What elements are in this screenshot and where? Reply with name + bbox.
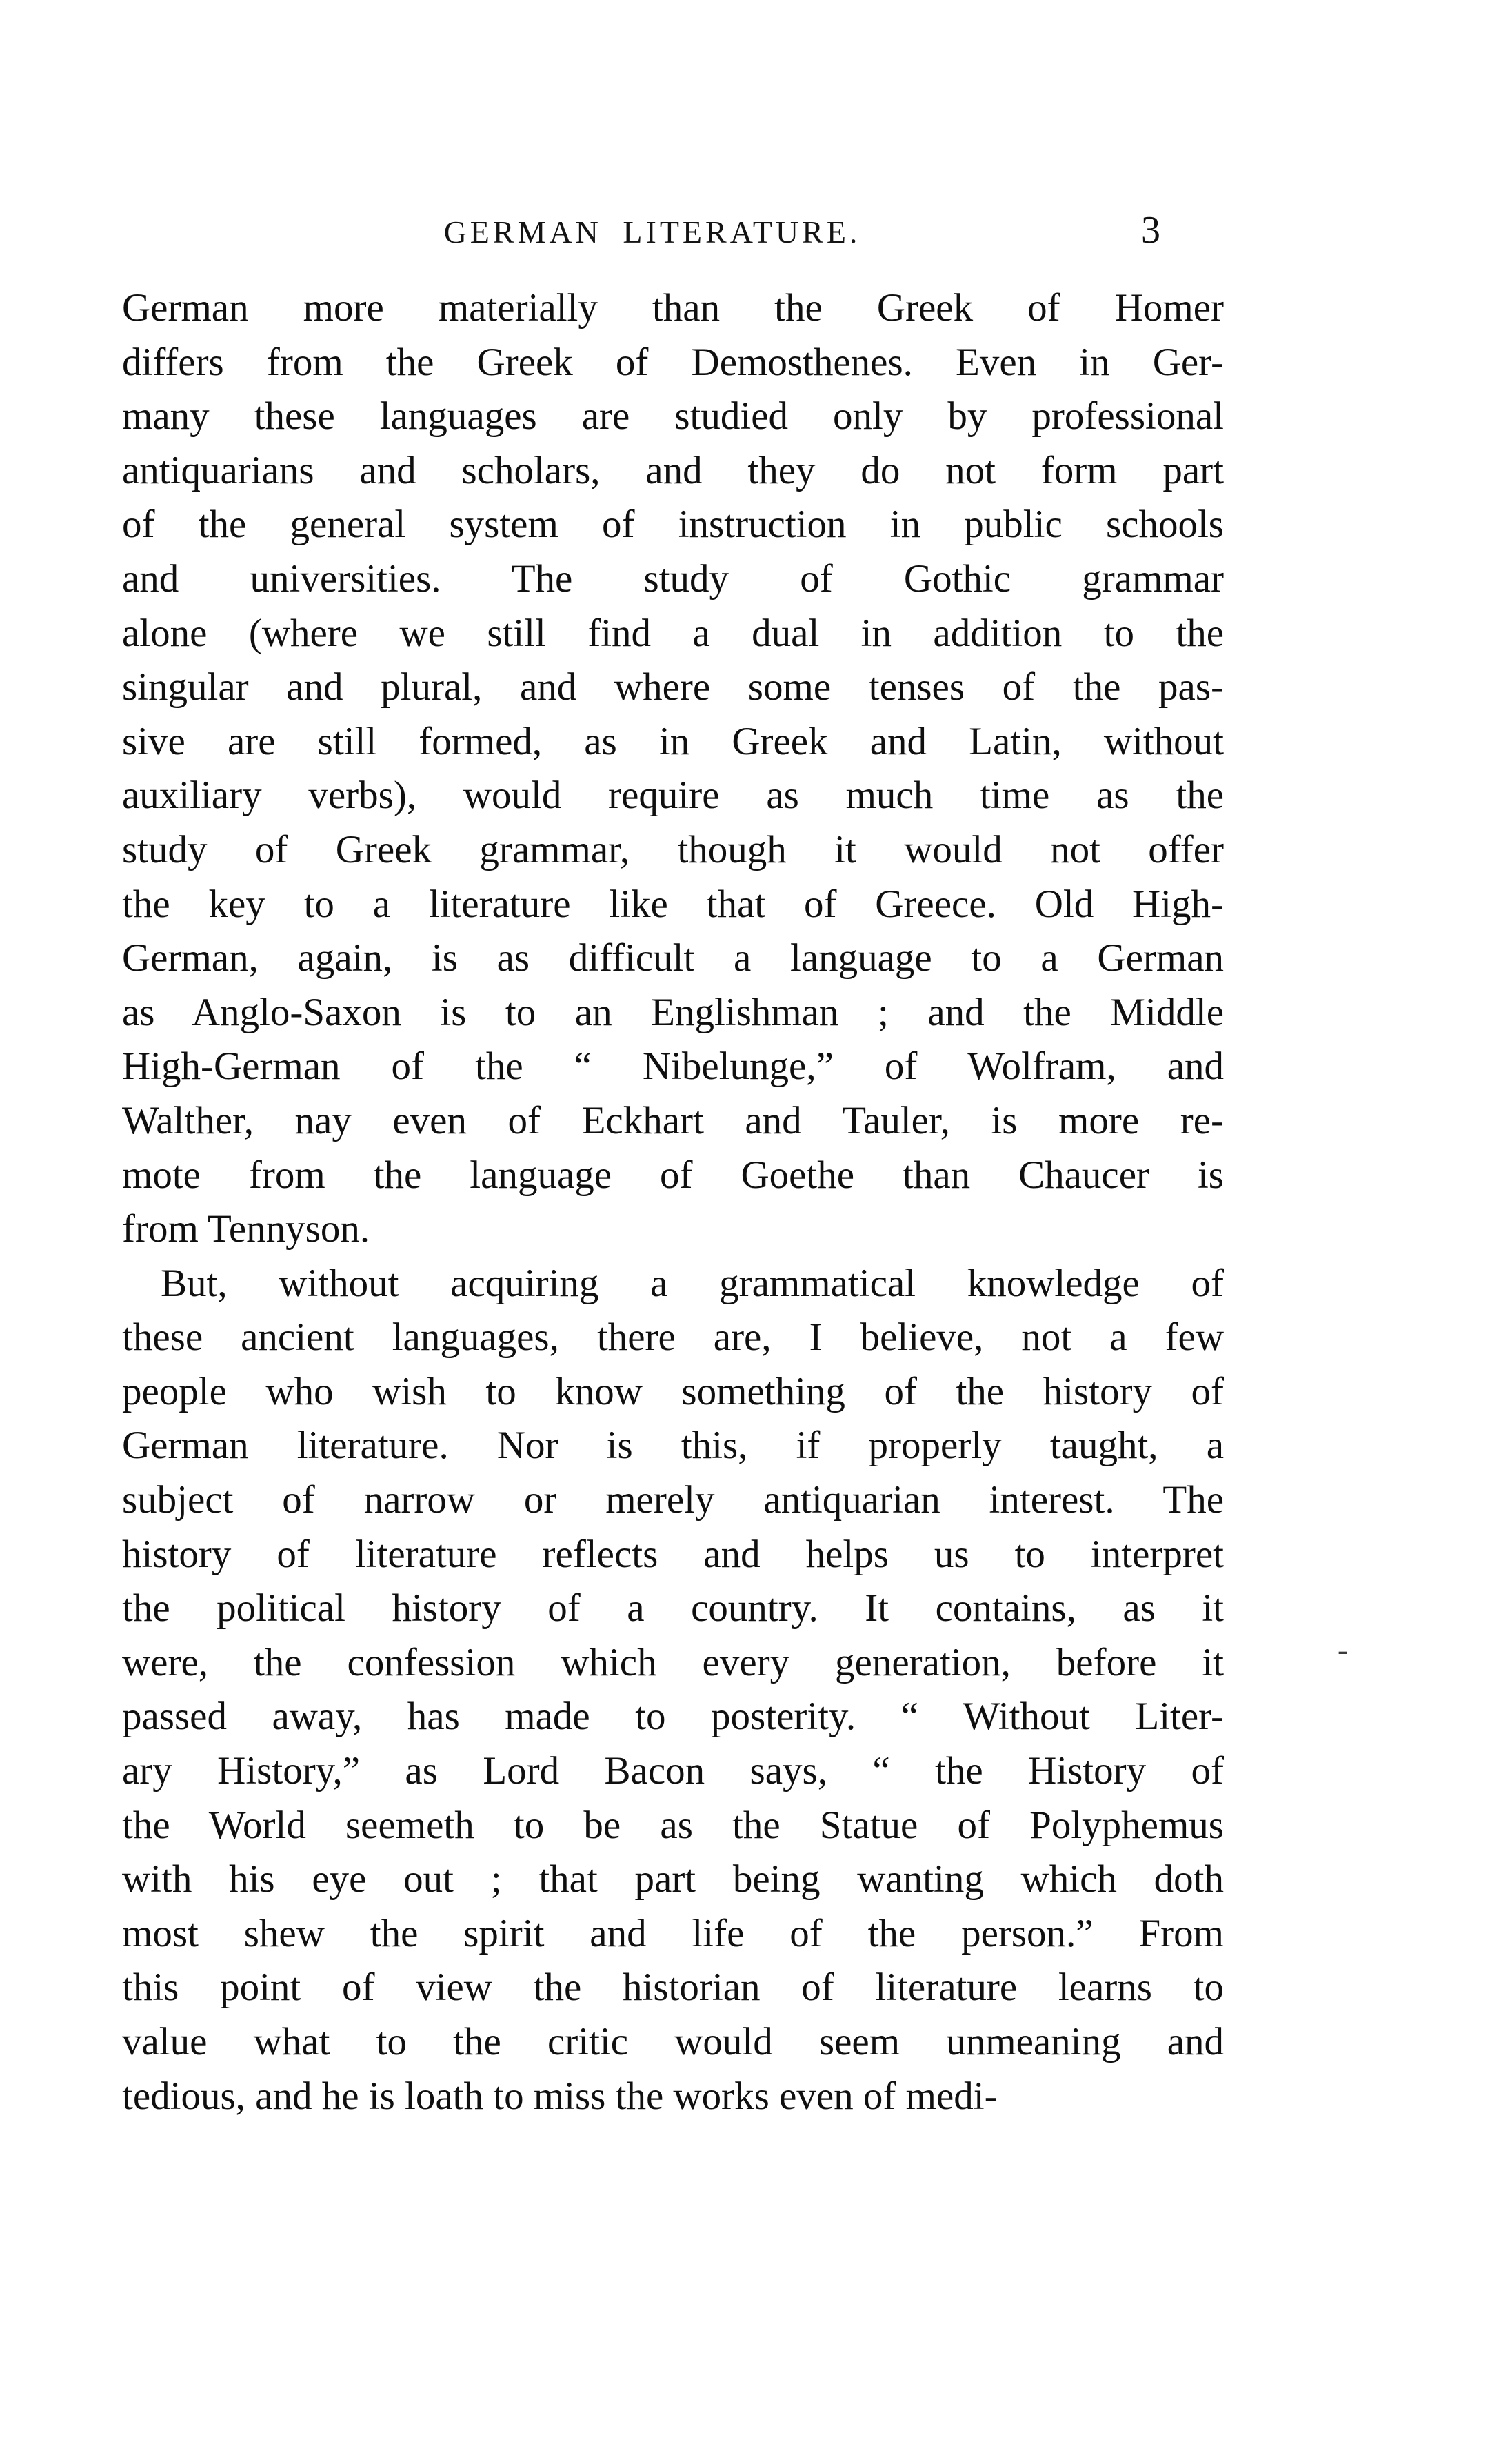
text-line: differs from the Greek of Demosthenes. Even in Ger-: [122, 340, 1224, 384]
text-line: German literature. Nor is this, if properly taught, a: [122, 1424, 1224, 1468]
text-line: auxiliary verbs), would require as much time as the: [122, 774, 1224, 818]
text-line: German, again, is as difficult a language to a German: [122, 936, 1224, 980]
text-line: the key to a literature like that of Greece. Old High-: [122, 882, 1224, 926]
text-line: Walther, nay even of Eckhart and Tauler, is more re-: [122, 1098, 1224, 1142]
text-line: High-German of the “ Nibelunge,” of Wolfram, and: [122, 1044, 1224, 1089]
paragraph: [122, 1257, 1224, 2124]
text-line: alone (where we still find a dual in addition to the: [122, 611, 1224, 655]
text-line: were, the confession which every generation, before it: [122, 1640, 1224, 1684]
running-title: GERMAN LITERATURE.: [443, 214, 861, 250]
text-line: history of literature reflects and helps us to interpret: [122, 1532, 1224, 1576]
page-header: [122, 208, 1224, 256]
text-line: But, without acquiring a grammatical knowledge of: [161, 1261, 1224, 1305]
text-line: German more materially than the Greek of Homer: [122, 286, 1224, 330]
text-line: subject of narrow or merely antiquarian interest. The: [122, 1478, 1224, 1522]
text-line: and universities. The study of Gothic grammar: [122, 556, 1224, 600]
text-line: study of Greek grammar, though it would not offer: [122, 827, 1224, 871]
paragraph: [122, 281, 1224, 1257]
text-line: sive are still formed, as in Greek and Latin, without: [122, 719, 1224, 763]
body-text: [122, 281, 1224, 2123]
text-line: the political history of a country. It contains, as it: [122, 1586, 1224, 1630]
text-line: of the general system of instruction in public schools: [122, 503, 1224, 547]
text-line: as Anglo-Saxon is to an Englishman ; and the Middle: [122, 990, 1224, 1034]
text-line: most shew the spirit and life of the person.” From: [122, 1911, 1224, 1955]
text-line: these ancient languages, there are, I believe, not a few: [122, 1315, 1224, 1360]
text-line: many these languages are studied only by professional: [122, 394, 1224, 438]
text-line: from Tennyson.: [122, 1207, 370, 1251]
text-line: tedious, and he is loath to miss the works even of medi-: [122, 2074, 998, 2118]
text-line: ary History,” as Lord Bacon says, “ the History of: [122, 1749, 1224, 1793]
text-line: this point of view the historian of literature learns to: [122, 1966, 1224, 2010]
text-line: the World seemeth to be as the Statue of Polyphemus: [122, 1803, 1224, 1847]
text-line: with his eye out ; that part being wanting which doth: [122, 1857, 1224, 1901]
text-line: passed away, has made to posterity. “ Without Liter-: [122, 1695, 1224, 1739]
page-number: 3: [1141, 209, 1160, 252]
text-line: mote from the language of Goethe than Chaucer is: [122, 1153, 1224, 1197]
margin-mark: -: [1338, 1633, 1348, 1667]
text-line: singular and plural, and where some tenses of the pas-: [122, 665, 1224, 709]
text-line: people who wish to know something of the history of: [122, 1369, 1224, 1413]
text-line: antiquarians and scholars, and they do not form part: [122, 448, 1224, 492]
text-line: value what to the critic would seem unmeaning and: [122, 2020, 1224, 2063]
